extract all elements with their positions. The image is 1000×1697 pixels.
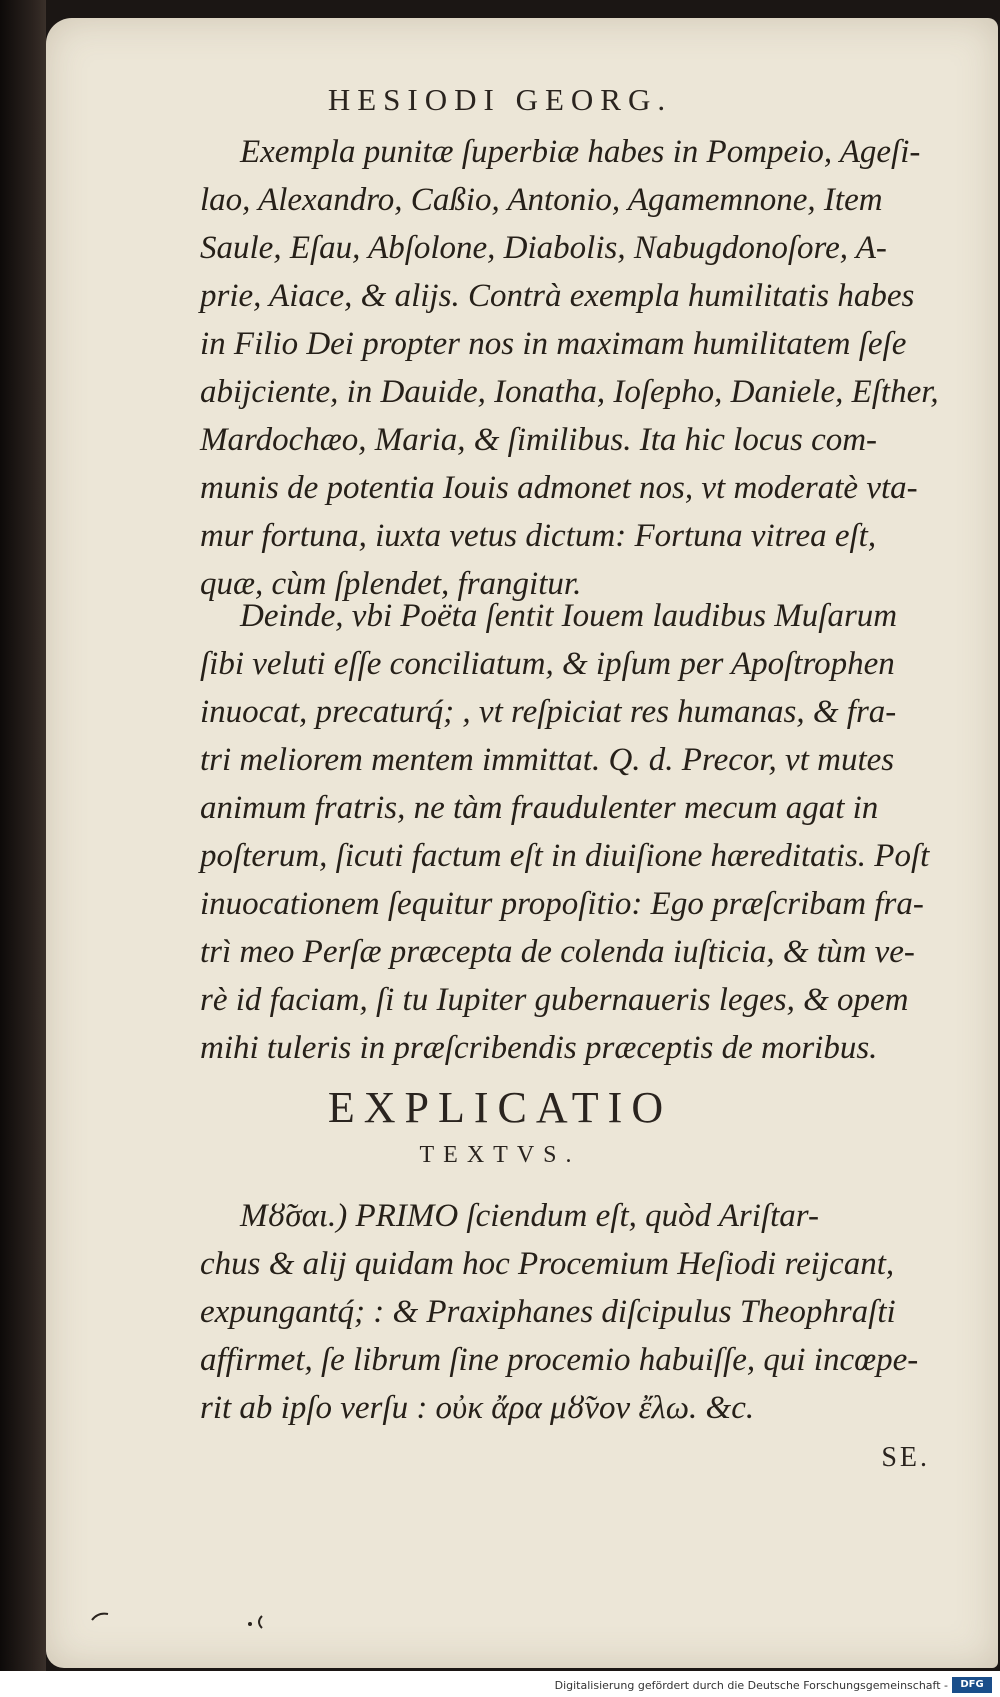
text-line: quæ, cùm ſplendet, frangitur. [200, 566, 582, 602]
text-line: mihi tuleris in præſcribendis præceptis de moribus. [200, 1030, 878, 1066]
section-heading: EXPLICATIO [327, 1083, 673, 1132]
paragraph-3 [200, 1192, 952, 1432]
text-line: poſterum, ſicuti factum eſt in diuiſione hæreditatis. Poſt [200, 838, 930, 874]
text-line: ſibi veluti eſſe conciliatum, & ipſum per Apoſtrophen [200, 646, 895, 682]
ink-marks-decoration [90, 1600, 290, 1640]
text-line: Saule, Eſau, Abſolone, Diabolis, Nabugdonoſore, A- [200, 230, 887, 266]
text-line: rit ab ipſo verſu : οὐκ ἄρα μȣ̃νον ἔλω. &c. [200, 1390, 755, 1426]
text-line: mur fortuna, iuxta vetus dictum: Fortuna vitrea eſt, [200, 518, 877, 554]
text-line: chus & alij quidam hoc Procemium Heſiodi reijcant, [200, 1246, 895, 1282]
text-line: Μȣ̃σαι.) PRIMO ſciendum eſt, quòd Ariſtar- [240, 1198, 819, 1234]
text-line: Exempla punitæ ſuperbiæ habes in Pompeio, Ageſi- [240, 134, 921, 170]
text-line: munis de potentia Iouis admonet nos, vt moderatè vta- [200, 470, 918, 506]
section-subheading: TEXTVS. [419, 1142, 581, 1168]
text-line: in Filio Dei propter nos in maximam humilitatem ſeſe [200, 326, 907, 362]
text-line: lao, Alexandro, Caßio, Antonio, Agamemnone, Item [200, 182, 883, 218]
catchword: SE. [881, 1442, 930, 1473]
text-line: trì meo Perſæ præcepta de colenda iuſticia, & tùm ve- [200, 934, 915, 970]
text-line: tri meliorem mentem immittat. Q. d. Precor, vt mutes [200, 742, 895, 778]
text-line: prie, Aiace, & alijs. Contrà exempla humilitatis habes [200, 278, 915, 314]
paragraph-2 [200, 592, 952, 1072]
text-line: expungantq́; : & Praxiphanes diſcipulus Theophraſti [200, 1294, 896, 1330]
text-line: animum fratris, ne tàm fraudulenter mecum agat in [200, 790, 879, 826]
running-head: HESIODI GEORG. [327, 82, 673, 117]
dfg-logo: DFG [952, 1677, 992, 1693]
text-line: Deinde, vbi Poëta ſentit Iouem laudibus Muſarum [240, 598, 898, 634]
book-spine-shadow [0, 0, 46, 1697]
paragraph-1 [200, 128, 952, 608]
footer-bar [0, 1671, 1000, 1697]
text-line: Mardochæo, Maria, & ſimilibus. Ita hic locus com- [200, 422, 878, 458]
text-line: affirmet, ſe librum ſine procemio habuiſſe, qui incœpe- [200, 1342, 919, 1378]
footer-credit: Digitalisierung gefördert durch die Deutsche Forschungsgemeinschaft - [554, 1679, 948, 1692]
text-line: abijciente, in Dauide, Ionatha, Ioſepho, Daniele, Eſther, [200, 374, 939, 410]
text-line: inuocat, precaturq́; , vt reſpiciat res humanas, & fra- [200, 694, 897, 730]
text-line: inuocationem ſequitur propoſitio: Ego præſcribam fra- [200, 886, 924, 922]
text-line: rè id faciam, ſi tu Iupiter gubernaueris leges, & opem [200, 982, 909, 1018]
